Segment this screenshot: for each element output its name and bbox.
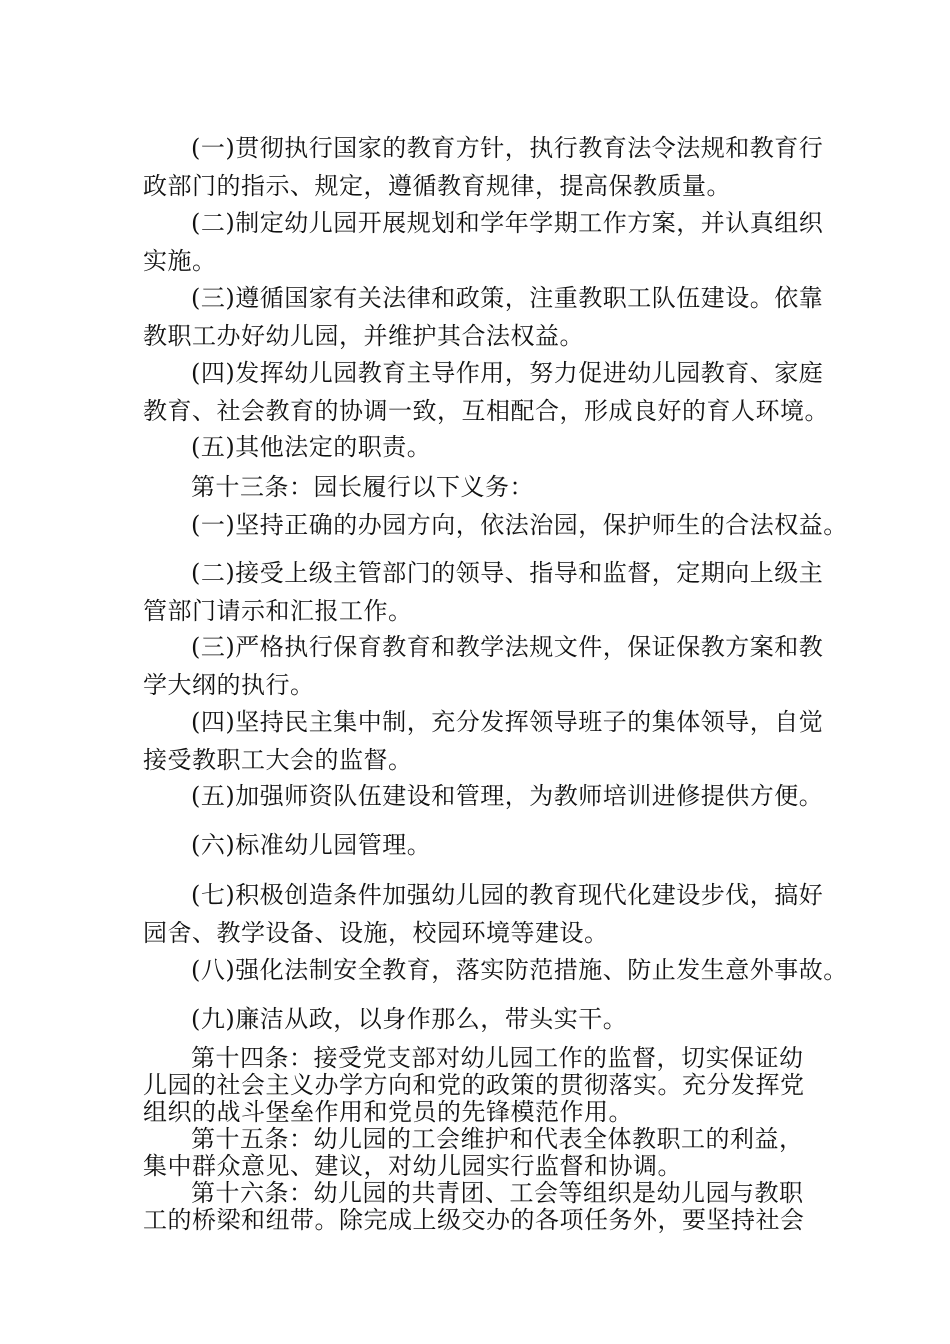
text-line: (二)接受上级主管部门的领导、指导和监督，定期向上级主	[191, 559, 824, 587]
paragraph	[143, 204, 823, 280]
text-line: 第十五条：幼儿园的工会维护和代表全体教职工的利益，	[191, 1125, 804, 1153]
paragraph	[143, 129, 823, 205]
text-line: (三)严格执行保育教育和教学法规文件，保证保教方案和教	[191, 633, 824, 661]
paragraph	[143, 876, 823, 952]
text-line: 第十四条：接受党支部对幼儿园工作的监督，切实保证幼	[191, 1044, 804, 1072]
text-line: (七)积极创造条件加强幼儿园的教育现代化建设步伐，搞好	[191, 881, 824, 909]
paragraph	[143, 354, 829, 430]
text-line: 第十六条：幼儿园的共青团、工会等组织是幼儿园与教职	[191, 1179, 804, 1207]
text-line: 组织的战斗堡垒作用和党员的先锋模范作用。	[143, 1098, 633, 1126]
text-line: 学大纲的执行。	[143, 671, 315, 699]
text-line: 实施。	[143, 247, 217, 275]
paragraph	[143, 506, 848, 544]
text-line: (六)标准幼儿园管理。	[191, 831, 432, 859]
paragraph	[143, 1000, 823, 1038]
paragraph	[143, 777, 823, 815]
paragraph	[143, 428, 823, 466]
text-line: (四)坚持民主集中制，充分发挥领导班子的集体领导，自觉	[191, 708, 824, 736]
text-line: (三)遵循国家有关法律和政策，注重教职工队伍建设。依靠	[191, 284, 824, 312]
text-line: 接受教职工大会的监督。	[143, 746, 413, 774]
text-line: 教职工办好幼儿园，并维护其合法权益。	[143, 322, 584, 350]
text-line: (一)坚持正确的办园方向，依法治园，保护师生的合法权益。	[191, 511, 848, 539]
text-line: (五)其他法定的职责。	[191, 433, 432, 461]
article-heading	[143, 468, 823, 506]
text-line: (一)贯彻执行国家的教育方针，执行教育法令法规和教育行	[191, 134, 824, 162]
article-paragraph	[143, 1180, 823, 1234]
paragraph	[143, 554, 823, 630]
text-line: (八)强化法制安全教育，落实防范措施、防止发生意外事故。	[191, 956, 848, 984]
text-line: 园舍、教学设备、设施，校园环境等建设。	[143, 919, 609, 947]
article-paragraph	[143, 1045, 823, 1126]
text-line: (四)发挥幼儿园教育主导作用，努力促进幼儿园教育、家庭	[191, 359, 824, 387]
text-line: 政部门的指示、规定，遵循教育规律，提高保教质量。	[143, 172, 731, 200]
paragraph	[143, 279, 823, 355]
paragraph	[143, 951, 848, 989]
article-paragraph	[143, 1126, 823, 1180]
paragraph	[143, 826, 823, 864]
text-line: (五)加强师资队伍建设和管理，为教师培训进修提供方便。	[191, 782, 824, 810]
text-line: 管部门请示和汇报工作。	[143, 597, 413, 625]
text-line: 第十三条：园长履行以下义务：	[191, 473, 534, 501]
text-line: 集中群众意见、建议，对幼儿园实行监督和协调。	[143, 1152, 682, 1180]
text-line: (二)制定幼儿园开展规划和学年学期工作方案，并认真组织	[191, 209, 824, 237]
text-line: (九)廉洁从政，以身作那么，带头实干。	[191, 1005, 628, 1033]
paragraph	[143, 703, 823, 779]
paragraph	[143, 628, 823, 704]
text-line: 工的桥梁和纽带。除完成上级交办的各项任务外，要坚持社会	[143, 1206, 805, 1234]
text-line: 儿园的社会主义办学方向和党的政策的贯彻落实。充分发挥党	[143, 1071, 805, 1099]
text-line: 教育、社会教育的协调一致，互相配合，形成良好的育人环境。	[143, 397, 829, 425]
